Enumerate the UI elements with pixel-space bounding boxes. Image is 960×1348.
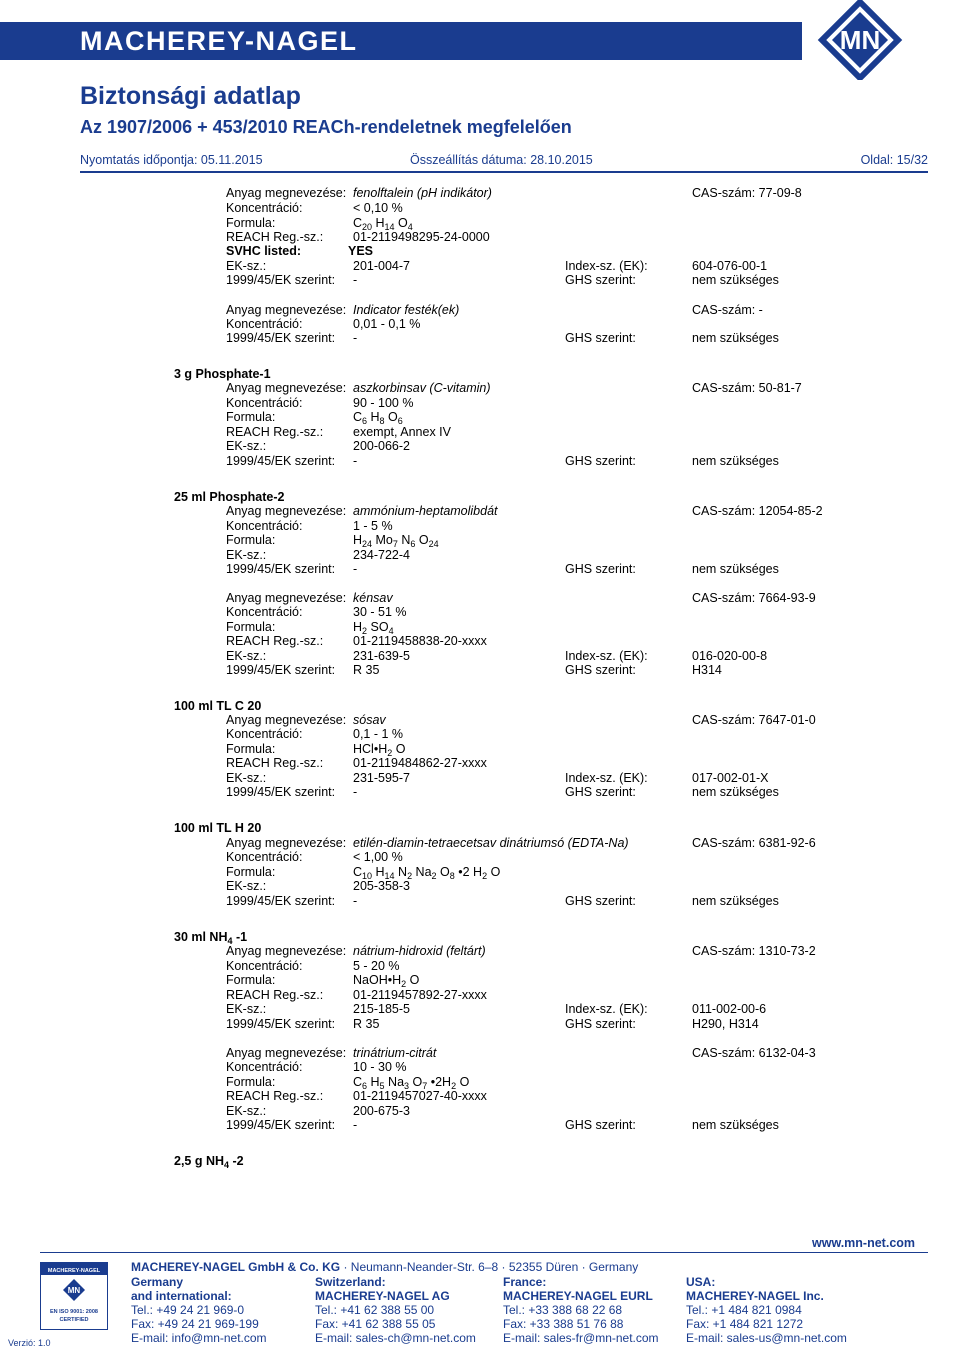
footer-de-fax: Fax: +49 24 21 969-199 — [131, 1317, 259, 1331]
footer-ch-fax: Fax: +41 62 388 55 05 — [315, 1317, 436, 1331]
ghs-value: H290, H314 — [692, 1017, 759, 1031]
substance-name: kénsav — [353, 591, 393, 605]
substance-name: sósav — [353, 713, 386, 727]
label-dir: 1999/45/EK szerint: — [226, 663, 336, 677]
document-subtitle: Az 1907/2006 + 453/2010 REACh-rendeletnek megfelelően — [80, 117, 572, 137]
svg-text:MACHEREY-NAGEL: MACHEREY-NAGEL — [47, 1268, 101, 1274]
brand-name: MACHEREY-NAGEL — [80, 26, 358, 56]
substance-name: ammónium-heptamolibdát — [353, 504, 498, 518]
ek-number: 215-185-5 — [353, 1002, 410, 1016]
label-index: Index-sz. (EK): — [565, 649, 648, 663]
label-ghs: GHS szerint: — [565, 785, 636, 799]
label-name: Anyag megnevezése: — [226, 944, 347, 958]
label-reach: REACH Reg.-sz.: — [226, 1089, 324, 1103]
label-conc: Koncentráció: — [226, 317, 303, 331]
meta-row — [80, 153, 928, 171]
index-number: 011-002-00-6 — [692, 1002, 767, 1016]
label-conc: Koncentráció: — [226, 850, 303, 864]
label-ghs: GHS szerint: — [565, 894, 636, 908]
substance-name: etilén-diamin-tetraecetsav dinátriumsó (EDTA-Na) — [353, 836, 629, 850]
cas-number: CAS-szám: 12054-85-2 — [692, 504, 823, 518]
concentration: 0,1 - 1 % — [353, 727, 404, 741]
concentration: 30 - 51 % — [353, 605, 407, 619]
page-number: Oldal: 15/32 — [860, 153, 928, 167]
group-heading: 25 ml Phosphate-2 — [174, 490, 285, 504]
label-conc: Koncentráció: — [226, 1060, 303, 1074]
footer-us-fax: Fax: +1 484 821 1272 — [686, 1317, 804, 1331]
formula: $C_6$ $H_5$ $Na_3$ $O_7$ $•2H_2$ O — [353, 1075, 470, 1091]
label-dir: 1999/45/EK szerint: — [226, 894, 336, 908]
label-formula: Formula: — [226, 533, 276, 547]
label-reach: REACH Reg.-sz.: — [226, 230, 324, 244]
label-formula: Formula: — [226, 865, 276, 879]
company-address: MACHEREY-NAGEL GmbH & Co. KG · Neumann-Neander-Str. 6–8 · 52355 Düren · Germany — [131, 1260, 639, 1274]
footer-ch-tel: Tel.: +41 62 388 55 00 — [315, 1303, 435, 1317]
reach-number: 01-2119498295-24-0000 — [353, 230, 490, 244]
label-conc: Koncentráció: — [226, 605, 303, 619]
reach-number: exempt, Annex IV — [353, 425, 451, 439]
concentration: 10 - 30 % — [353, 1060, 407, 1074]
dir-value: - — [353, 562, 358, 576]
cas-number: CAS-szám: 6381-92-6 — [692, 836, 816, 850]
footer-fr-email[interactable]: E-mail: sales-fr@mn-net.com — [503, 1331, 659, 1345]
ghs-value: nem szükséges — [692, 331, 779, 345]
ghs-value: nem szükséges — [692, 894, 779, 908]
footer-us-email[interactable]: E-mail: sales-us@mn-net.com — [686, 1331, 847, 1345]
formula: $C_{10}$ $H_{14}$ $N_2$ $Na_2$ $O_8$ •2 $H_2$ O — [353, 865, 501, 881]
dir-value: - — [353, 331, 358, 345]
label-dir: 1999/45/EK szerint: — [226, 1017, 336, 1031]
label-conc: Koncentráció: — [226, 519, 303, 533]
svg-text:MN: MN — [67, 1286, 81, 1295]
version-label: Verzió: 1.0 — [8, 1338, 51, 1348]
concentration: 1 - 5 % — [353, 519, 393, 533]
label-name: Anyag megnevezése: — [226, 186, 347, 200]
ek-number: 205-358-3 — [353, 879, 410, 893]
label-ek: EK-sz.: — [226, 771, 267, 785]
substance-name: trinátrium-citrát — [353, 1046, 437, 1060]
label-dir: 1999/45/EK szerint: — [226, 454, 336, 468]
cas-number: CAS-szám: - — [692, 303, 763, 317]
label-formula: Formula: — [226, 620, 276, 634]
footer-ch-company: MACHEREY-NAGEL AG — [315, 1289, 450, 1303]
reach-number: 01-2119484862-27-xxxx — [353, 756, 487, 770]
website-link[interactable]: www.mn-net.com — [812, 1236, 916, 1250]
footer-de-tel: Tel.: +49 24 21 969-0 — [131, 1303, 245, 1317]
label-conc: Koncentráció: — [226, 727, 303, 741]
concentration: 90 - 100 % — [353, 396, 414, 410]
label-index: Index-sz. (EK): — [565, 1002, 648, 1016]
cas-number: CAS-szám: 7664-93-9 — [692, 591, 816, 605]
label-formula: Formula: — [226, 216, 276, 230]
mn-logo — [780, 0, 940, 80]
formula: $NaOH•H_2$ O — [353, 973, 420, 989]
concentration: < 1,00 % — [353, 850, 403, 864]
substance-name: nátrium-hidroxid (feltárt) — [353, 944, 486, 958]
label-dir: 1999/45/EK szerint: — [226, 562, 336, 576]
compile-date: Összeállítás dátuma: 28.10.2015 — [410, 153, 593, 167]
reach-number: 01-2119457892-27-xxxx — [353, 988, 487, 1002]
label-name: Anyag megnevezése: — [226, 504, 347, 518]
footer-ch-email[interactable]: E-mail: sales-ch@mn-net.com — [315, 1331, 476, 1345]
logo-text: MN — [839, 25, 881, 55]
label-dir: 1999/45/EK szerint: — [226, 331, 336, 345]
print-date: Nyomtatás időpontja: 05.11.2015 — [80, 153, 263, 167]
group-heading: 30 ml $NH_4$ -1 — [174, 930, 248, 946]
substance-name: fenolftalein (pH indikátor) — [353, 186, 492, 200]
footer-fr-tel: Tel.: +33 388 68 22 68 — [503, 1303, 623, 1317]
substance-name: Indicator festék(ek) — [353, 303, 460, 317]
svhc-value: YES — [348, 244, 374, 258]
ek-number: 234-722-4 — [353, 548, 410, 562]
label-index: Index-sz. (EK): — [565, 259, 648, 273]
formula: $H_{24}$ $Mo_7$ $N_6$ $O_{24}$ — [353, 533, 439, 549]
index-number: 017-002-01-X — [692, 771, 769, 785]
footer-rule — [40, 1252, 928, 1253]
label-dir: 1999/45/EK szerint: — [226, 785, 336, 799]
cas-number: CAS-szám: 1310-73-2 — [692, 944, 816, 958]
footer-fr-heading: France: — [503, 1275, 547, 1289]
label-ghs: GHS szerint: — [565, 273, 636, 287]
label-svhc: SVHC listed: — [226, 244, 302, 258]
label-ek: EK-sz.: — [226, 439, 267, 453]
ghs-value: nem szükséges — [692, 454, 779, 468]
footer-de-subheading: and international: — [131, 1289, 232, 1303]
dir-value: - — [353, 785, 358, 799]
label-dir: 1999/45/EK szerint: — [226, 273, 336, 287]
dir-value: R 35 — [353, 1017, 380, 1031]
group-heading: 2,5 g $NH_4$ -2 — [174, 1154, 244, 1170]
concentration: < 0,10 % — [353, 201, 403, 215]
dir-value: - — [353, 1118, 358, 1132]
label-ghs: GHS szerint: — [565, 454, 636, 468]
label-ek: EK-sz.: — [226, 1002, 267, 1016]
footer-ch-heading: Switzerland: — [315, 1275, 386, 1289]
ek-number: 201-004-7 — [353, 259, 410, 273]
reach-number: 01-2119458838-20-xxxx — [353, 634, 487, 648]
label-name: Anyag megnevezése: — [226, 591, 347, 605]
footer-fr-fax: Fax: +33 388 51 76 88 — [503, 1317, 624, 1331]
group-heading: 3 g Phosphate-1 — [174, 367, 271, 381]
label-ek: EK-sz.: — [226, 259, 267, 273]
label-reach: REACH Reg.-sz.: — [226, 756, 324, 770]
label-name: Anyag megnevezése: — [226, 836, 347, 850]
ghs-value: nem szükséges — [692, 785, 779, 799]
label-ek: EK-sz.: — [226, 879, 267, 893]
footer-us-heading: USA: — [686, 1275, 716, 1289]
footer-de-email[interactable]: E-mail: info@mn-net.com — [131, 1331, 267, 1345]
label-ghs: GHS szerint: — [565, 663, 636, 677]
label-reach: REACH Reg.-sz.: — [226, 425, 324, 439]
label-ghs: GHS szerint: — [565, 1017, 636, 1031]
iso-badge-icon — [41, 1263, 107, 1329]
label-dir: 1999/45/EK szerint: — [226, 1118, 336, 1132]
label-formula: Formula: — [226, 410, 276, 424]
group-heading: 100 ml TL H 20 — [174, 821, 262, 835]
group-heading: 100 ml TL C 20 — [174, 699, 262, 713]
reach-number: 01-2119457027-40-xxxx — [353, 1089, 487, 1103]
footer-fr-company: MACHEREY-NAGEL EURL — [503, 1289, 653, 1303]
ek-number: 231-639-5 — [353, 649, 410, 663]
ghs-value: nem szükséges — [692, 273, 779, 287]
dir-value: - — [353, 454, 358, 468]
label-conc: Koncentráció: — [226, 396, 303, 410]
label-ghs: GHS szerint: — [565, 1118, 636, 1132]
svg-text:CERTIFIED: CERTIFIED — [59, 1317, 89, 1323]
footer-us-company: MACHEREY-NAGEL Inc. — [686, 1289, 824, 1303]
index-number: 016-020-00-8 — [692, 649, 768, 663]
label-conc: Koncentráció: — [226, 959, 303, 973]
label-reach: REACH Reg.-sz.: — [226, 634, 324, 648]
ek-number: 231-595-7 — [353, 771, 410, 785]
dir-value: - — [353, 273, 358, 287]
formula: $C_6$ $H_8$ $O_6$ — [353, 410, 403, 426]
label-ghs: GHS szerint: — [565, 562, 636, 576]
ek-number: 200-066-2 — [353, 439, 410, 453]
ghs-value: nem szükséges — [692, 1118, 779, 1132]
index-number: 604-076-00-1 — [692, 259, 768, 273]
label-ek: EK-sz.: — [226, 1104, 267, 1118]
label-ghs: GHS szerint: — [565, 331, 636, 345]
ek-number: 200-675-3 — [353, 1104, 410, 1118]
document-title: Biztonsági adatlap — [80, 82, 301, 110]
concentration: 0,01 - 0,1 % — [353, 317, 421, 331]
label-formula: Formula: — [226, 742, 276, 756]
dir-value: R 35 — [353, 663, 380, 677]
label-formula: Formula: — [226, 973, 276, 987]
label-name: Anyag megnevezése: — [226, 1046, 347, 1060]
substance-name: aszkorbinsav (C-vitamin) — [353, 381, 491, 395]
iso-certificate-badge — [40, 1262, 108, 1330]
formula: $H_2$ $SO_4$ — [353, 620, 394, 636]
ghs-value: H314 — [692, 663, 722, 677]
label-index: Index-sz. (EK): — [565, 771, 648, 785]
cas-number: CAS-szám: 77-09-8 — [692, 186, 802, 200]
formula: $HCl•H_2$ O — [353, 742, 406, 758]
svg-text:EN ISO 9001: 2008: EN ISO 9001: 2008 — [49, 1309, 99, 1315]
cas-number: CAS-szám: 50-81-7 — [692, 381, 802, 395]
cas-number: CAS-szám: 7647-01-0 — [692, 713, 816, 727]
label-name: Anyag megnevezése: — [226, 713, 347, 727]
footer-de-heading: Germany — [131, 1275, 184, 1289]
cas-number: CAS-szám: 6132-04-3 — [692, 1046, 816, 1060]
label-name: Anyag megnevezése: — [226, 303, 347, 317]
dir-value: - — [353, 894, 358, 908]
header-rule — [80, 171, 928, 173]
formula: $C_{20}$ $H_{14}$ $O_4$ — [353, 216, 413, 232]
footer-us-tel: Tel.: +1 484 821 0984 — [686, 1303, 802, 1317]
concentration: 5 - 20 % — [353, 959, 400, 973]
label-name: Anyag megnevezése: — [226, 381, 347, 395]
ghs-value: nem szükséges — [692, 562, 779, 576]
label-conc: Koncentráció: — [226, 201, 303, 215]
label-ek: EK-sz.: — [226, 649, 267, 663]
label-formula: Formula: — [226, 1075, 276, 1089]
label-reach: REACH Reg.-sz.: — [226, 988, 324, 1002]
label-ek: EK-sz.: — [226, 548, 267, 562]
